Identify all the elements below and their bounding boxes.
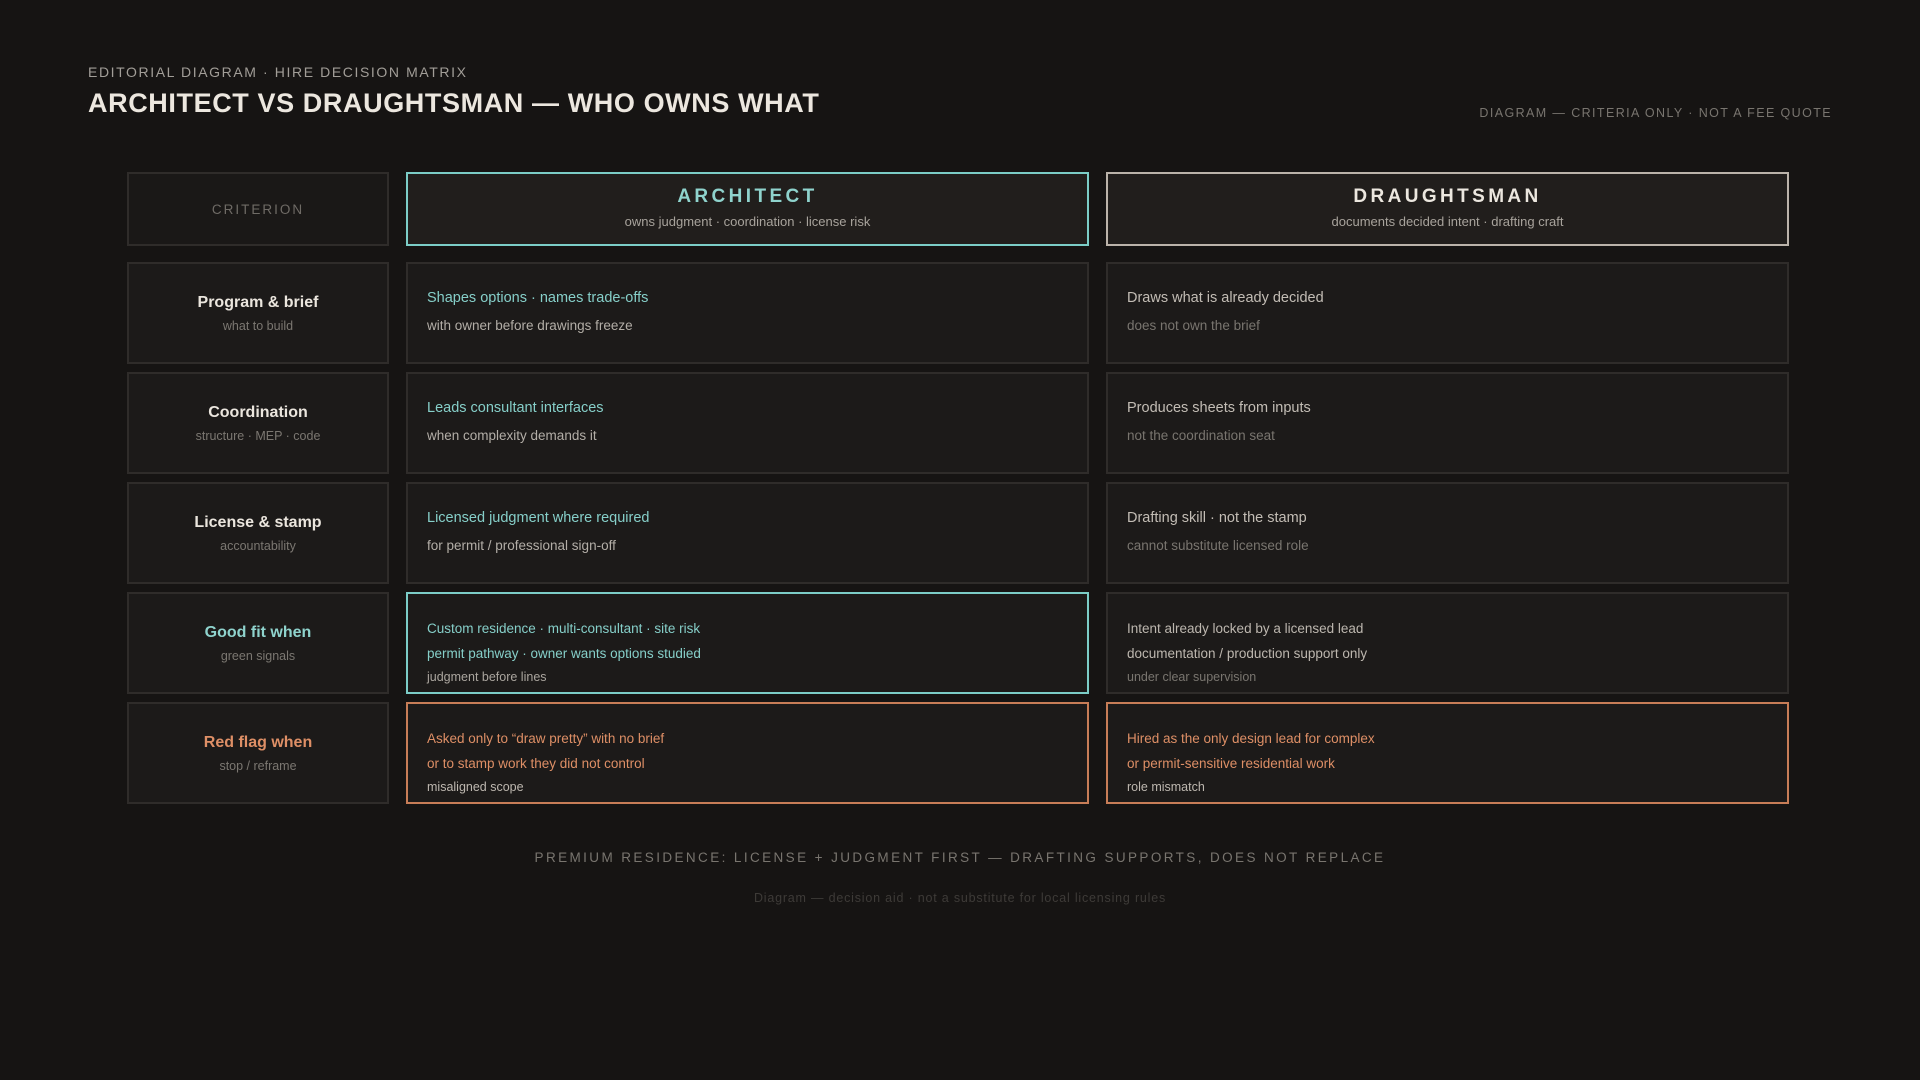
cell-line: Custom residence · multi-consultant · site risk — [427, 621, 701, 636]
cell-main-text: Produces sheets from inputs — [1127, 400, 1311, 416]
cell-main-text: Drafting skill · not the stamp — [1127, 510, 1307, 526]
architect-program-brief — [406, 262, 1089, 364]
architect-subtitle: owns judgment · coordination · license risk — [624, 214, 871, 229]
draughtsman-title: DRAUGHTSMAN — [1353, 186, 1542, 207]
draughtsman-license-stamp — [1106, 482, 1789, 584]
cell-note: under clear supervision — [1127, 670, 1257, 684]
cell-main-text: Draws what is already decided — [1127, 290, 1324, 306]
cell-line: Hired as the only design lead for complex — [1127, 731, 1375, 746]
criterion-name: Program & brief — [197, 294, 319, 311]
cell-note: misaligned scope — [427, 780, 524, 794]
architect-good-fit — [406, 592, 1089, 694]
criterion-desc: structure · MEP · code — [195, 429, 321, 443]
criterion-name: Red flag when — [203, 734, 313, 751]
draughtsman-red-flag — [1106, 702, 1789, 804]
cell-note: role mismatch — [1127, 780, 1205, 794]
architect-header — [406, 172, 1089, 246]
disclaimer-note: DIAGRAM — CRITERIA ONLY · NOT A FEE QUOTE — [1479, 106, 1832, 120]
cell-line: Asked only to “draw pretty” with no brief — [427, 731, 665, 746]
cell-sub-text: not the coordination seat — [1127, 428, 1275, 443]
draughtsman-coordination — [1106, 372, 1789, 474]
footer-disclaimer: Diagram — decision aid · not a substitute for local licensing rules — [753, 891, 1167, 905]
cell-sub-text: does not own the brief — [1127, 318, 1260, 333]
cell-line: Intent already locked by a licensed lead — [1127, 621, 1364, 636]
cell-sub-text: with owner before drawings freeze — [427, 318, 633, 333]
criterion-coordination — [127, 372, 389, 474]
draughtsman-program-brief — [1106, 262, 1789, 364]
draughtsman-good-fit — [1106, 592, 1789, 694]
criterion-name: Coordination — [208, 404, 308, 421]
architect-red-flag — [406, 702, 1089, 804]
cell-sub-text: for permit / professional sign-off — [427, 538, 616, 553]
criterion-desc: what to build — [222, 319, 294, 333]
page-title: ARCHITECT VS DRAUGHTSMAN — WHO OWNS WHAT — [88, 88, 820, 118]
eyebrow-label: EDITORIAL DIAGRAM · HIRE DECISION MATRIX — [88, 64, 468, 80]
cell-note: judgment before lines — [427, 670, 547, 684]
criterion-desc: green signals — [220, 649, 296, 663]
cell-sub-text: when complexity demands it — [427, 428, 597, 443]
cell-sub-text: cannot substitute licensed role — [1127, 538, 1309, 553]
cell-line: or to stamp work they did not control — [427, 756, 645, 771]
cell-main-text: Shapes options · names trade-offs — [427, 290, 649, 306]
cell-main-text: Leads consultant interfaces — [427, 400, 604, 416]
criterion-header-label: CRITERION — [211, 201, 305, 217]
architect-license-stamp — [406, 482, 1089, 584]
footer-summary: PREMIUM RESIDENCE: LICENSE + JUDGMENT FIRST — DRAFTING SUPPORTS, DOES NOT REPLACE — [534, 850, 1386, 865]
draughtsman-subtitle: documents decided intent · drafting craft — [1331, 214, 1564, 229]
cell-main-text: Licensed judgment where required — [427, 510, 650, 526]
criterion-license-stamp — [127, 482, 389, 584]
cell-line: permit pathway · owner wants options studied — [427, 646, 701, 661]
architect-title: ARCHITECT — [677, 186, 818, 207]
criterion-header — [127, 172, 389, 246]
criterion-name: Good fit when — [204, 624, 312, 641]
architect-coordination — [406, 372, 1089, 474]
criterion-red-flag — [127, 702, 389, 804]
cell-line: or permit-sensitive residential work — [1127, 756, 1335, 771]
cell-line: documentation / production support only — [1127, 646, 1368, 661]
criterion-desc: stop / reframe — [219, 759, 297, 773]
criterion-name: License & stamp — [194, 514, 322, 531]
criterion-good-fit — [127, 592, 389, 694]
criterion-desc: accountability — [220, 539, 296, 553]
criterion-program-brief — [127, 262, 389, 364]
draughtsman-header — [1106, 172, 1789, 246]
